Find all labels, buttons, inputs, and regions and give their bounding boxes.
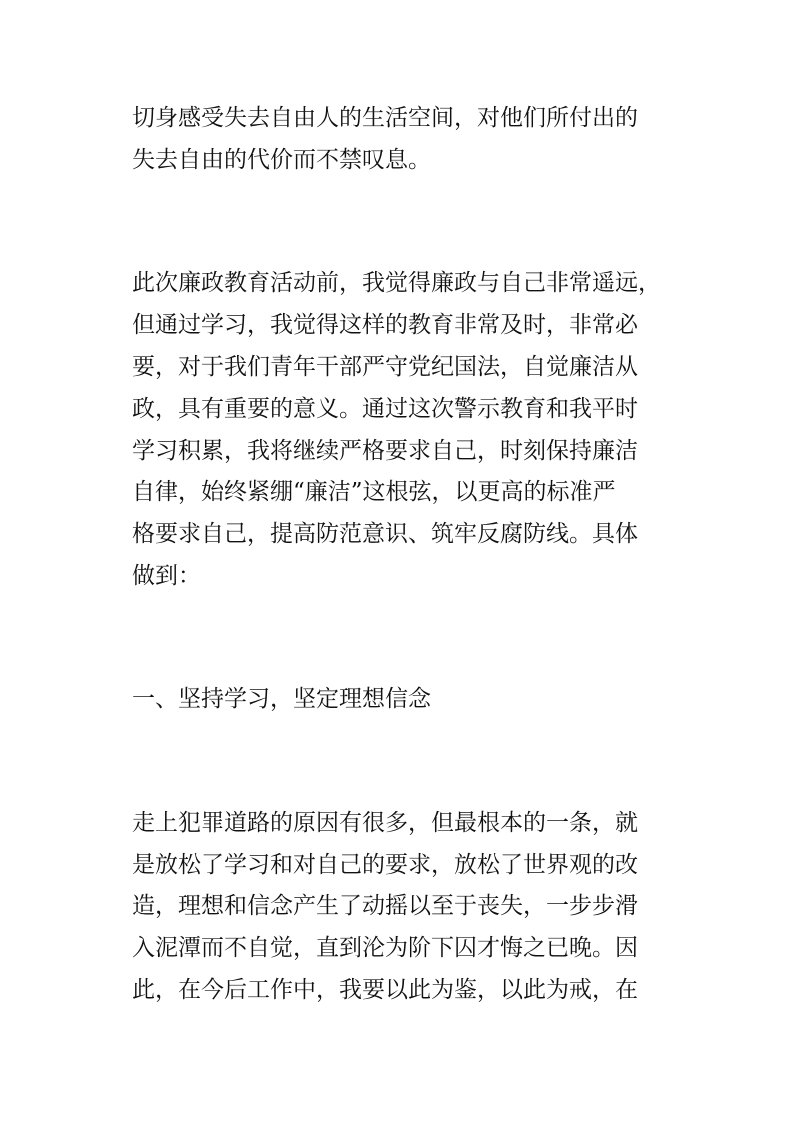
paragraph-line: 此次廉政教育活动前，我觉得廉政与自己非常遥远， (132, 270, 661, 296)
paragraph-line: 造，理想和信念产生了动摇以至于丧失，一步步滑 (132, 893, 638, 919)
paragraph-line: 但通过学习，我觉得这样的教育非常及时，非常必 (132, 312, 638, 338)
paragraph-line: 切身感受失去自由人的生活空间，对他们所付出的 (132, 105, 638, 131)
paragraph-line: 学习积累，我将继续严格要求自己，时刻保持廉洁 (132, 438, 638, 464)
paragraph-line: 要，对于我们青年干部严守党纪国法，自觉廉洁从 (132, 354, 638, 380)
paragraph-line: 做到： (132, 563, 201, 589)
paragraph-line: 此，在今后工作中，我要以此为鉴，以此为戒，在 (132, 977, 638, 1003)
paragraph-line: 入泥潭而不自觉，直到沦为阶下囚才悔之已晚。因 (132, 935, 638, 961)
paragraph-line: 失去自由的代价而不禁叹息。 (132, 147, 431, 173)
paragraph-line: 是放松了学习和对自己的要求，放松了世界观的改 (132, 852, 638, 878)
section-heading: 一、坚持学习，坚定理想信念 (132, 686, 431, 712)
paragraph-line: 自律，始终紧绷“廉洁”这根弦，以更高的标准严 (132, 479, 616, 505)
paragraph-line: 政，具有重要的意义。通过这次警示教育和我平时 (132, 396, 638, 422)
paragraph-line: 格要求自己，提高防范意识、筑牢反腐防线。具体 (132, 521, 638, 547)
paragraph-line: 走上犯罪道路的原因有很多，但最根本的一条，就 (132, 810, 638, 836)
